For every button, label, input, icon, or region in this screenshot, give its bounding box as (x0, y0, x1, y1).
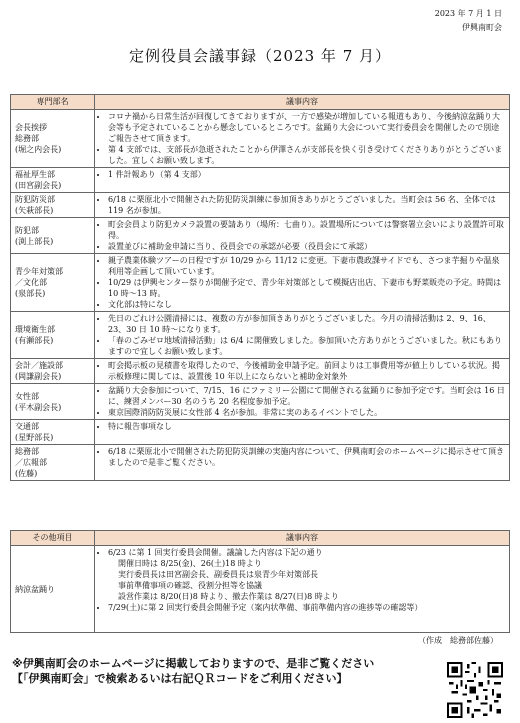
dept-content (95, 420, 510, 445)
content-item: • 6/18 に栗原北小で開催された防犯防災訓練に参加頂きありがとうございました。当町会は 56 名、全体では 119 名が参加。 (108, 194, 506, 216)
minutes-row (11, 168, 510, 193)
dept-content (95, 312, 510, 359)
minutes-row (11, 110, 510, 168)
dept-content (95, 254, 510, 312)
website-notice (12, 656, 374, 686)
dept-content (95, 384, 510, 420)
other-content-line: 実行委員長は田宮副会長、副委員長は泉青少年対策部長 (118, 570, 318, 579)
dept-content (95, 193, 510, 218)
dept-name: 会計／施設部 (岡謙副会長) (11, 359, 95, 384)
other-items-table (10, 530, 510, 633)
content-header: 議事内容 (95, 95, 510, 110)
other-content-line: • 7/29(土)に第 2 回実行委員会開催予定（案内状準備、事前準備内容の進捗等の確認等） (108, 602, 506, 613)
minutes-row (11, 193, 510, 218)
other-content-line: 事前準備事項の確認、役割分担等を協議 (118, 581, 262, 590)
content-item: • 設置並びに補助金申請に当り、役員会での承認が必要（役員会にて承認） (108, 241, 506, 252)
other-item-header: その他項目 (11, 531, 95, 546)
content-item: • 町会会員より防犯カメラ設置の要請あり（場所：七曲り）。設置場所については警察署立会いにより設置許可取得。 (108, 219, 506, 241)
content-item: • 先日のごれけ公園清掃には、複数の方が参加頂きありがとうございました。今月の清掃活動は 2、9、16、23、30 日 10 時～になります。 (108, 313, 506, 335)
content-item: • 東京国際消防防災展に女性部 4 名が参加。非常に実のあるイベントでした。 (108, 407, 506, 418)
content-item: • コロナ禍から日常生活が回復してきておりますが、一方で感染が増加している報道もあり、今後納涼盆踊り大会等も予定されていることから懸念しているところです。盆踊り大会について実行委員会を開催したので別途ご報告させて頂きます。 (108, 111, 506, 144)
content-item: • 6/18 に栗原北小で開催された防犯防災訓練の実施内容について、伊興南町会のホームページに掲示させて頂きましたので是非ご覧ください。 (108, 446, 506, 468)
minutes-row (11, 312, 510, 359)
content-item: • 第 4 支部では、支部長が急逝されたことから伊澤さんが支部長を快く引き受けてくださりありがとうございました。宜しくお願い致します。 (108, 144, 506, 166)
dept-name: 総務部 ／広報部 (佐藤) (11, 445, 95, 481)
other-content-header: 議事内容 (95, 531, 510, 546)
dept-name: 会長挨拶 総務部 (堀之内会長) (11, 110, 95, 168)
content-item: • 盆踊り大会参加について、7/15、16 にファミリー公園にて開催される盆踊りに参加予定です。当町会は 16 日に、練習メンバー30 名のうち 20 名程度参加予定。 (108, 385, 506, 407)
other-content-line: 設営作業は 8/20(日)8 時より、撤去作業は 8/27(日)8 時より (118, 592, 339, 601)
dept-name: 福祉厚生部 (田宮副会長) (11, 168, 95, 193)
dept-name: 防犯部 (渕上部長) (11, 218, 95, 254)
other-content-line: • 6/23 に第 1 回実行委員会開催。議論した内容は下記の通り (108, 547, 506, 558)
dept-name: 交通部 (星野部長) (11, 420, 95, 445)
organization-name: 伊興南町会 (462, 23, 502, 32)
dept-name: 青少年対策部 ／文化部 (泉部長) (11, 254, 95, 312)
dept-content (95, 168, 510, 193)
minutes-row (11, 254, 510, 312)
document-title: 定例役員会議事録（2023 年 7 月） (128, 47, 392, 65)
content-item: • 特に報告事項なし (108, 421, 506, 432)
other-content-line: 開催日時は 8/25(金)、26(土)18 時より (118, 559, 262, 568)
content-item: • 1 件計報あり（第 4 支部） (108, 169, 506, 180)
other-item-label: 納涼盆踊り (11, 546, 95, 633)
content-item: • 「春のごみゼロ地域清掃活動」は 6/4 に開催致しました。参加頂いた方ありがとうございました。秋にもありますので宜しくお願い致します。 (108, 335, 506, 357)
dept-header: 専門部名 (11, 95, 95, 110)
content-item: • 10/29 は伊興センター祭りが開催予定で、青少年対策部として模擬店出店、下妻市も野菜販売の予定。時間は 10 時～13 時。 (108, 277, 506, 299)
notice-line-2: 【「伊興南町会」で検索あるいは右記ＱＲコードをご利用ください】 (12, 672, 348, 685)
minutes-row (11, 420, 510, 445)
other-item-content (95, 546, 510, 633)
minutes-row (11, 359, 510, 384)
notice-line-1: ※伊興南町会のホームページに掲載しておりますので、是非ご覧ください (12, 657, 375, 670)
minutes-row (11, 384, 510, 420)
minutes-row (11, 218, 510, 254)
minutes-table (10, 94, 510, 481)
dept-name: 防犯防災部 (矢萩部長) (11, 193, 95, 218)
content-item: • 文化部は特になし (108, 299, 506, 310)
author-note: （作成 総務部佐藤） (418, 636, 498, 645)
dept-content (95, 110, 510, 168)
qr-code[interactable] (447, 662, 503, 718)
document-date: 2023 年 7 月 1 日 (434, 9, 502, 18)
dept-name: 女性部 (平木副会長) (11, 384, 95, 420)
dept-name: 環境衛生部 (有瀬部長) (11, 312, 95, 359)
dept-content (95, 218, 510, 254)
dept-content (95, 445, 510, 481)
dept-content (95, 359, 510, 384)
content-item: • 町会掲示板の見積書を取得したので、今後補助金申請予定。前回よりは工事費用等が値上りしている状況。掲示板修理に関しては、設置後 10 年以上にならないと補助金対象外 (108, 360, 506, 382)
content-item: • 親子農業体験ツアーの日程ですが 10/29 から 11/12 に変更。下妻市農政課サイドでも、さつま芋掘りや温泉利用等企画して頂いています。 (108, 255, 506, 277)
minutes-row (11, 445, 510, 481)
